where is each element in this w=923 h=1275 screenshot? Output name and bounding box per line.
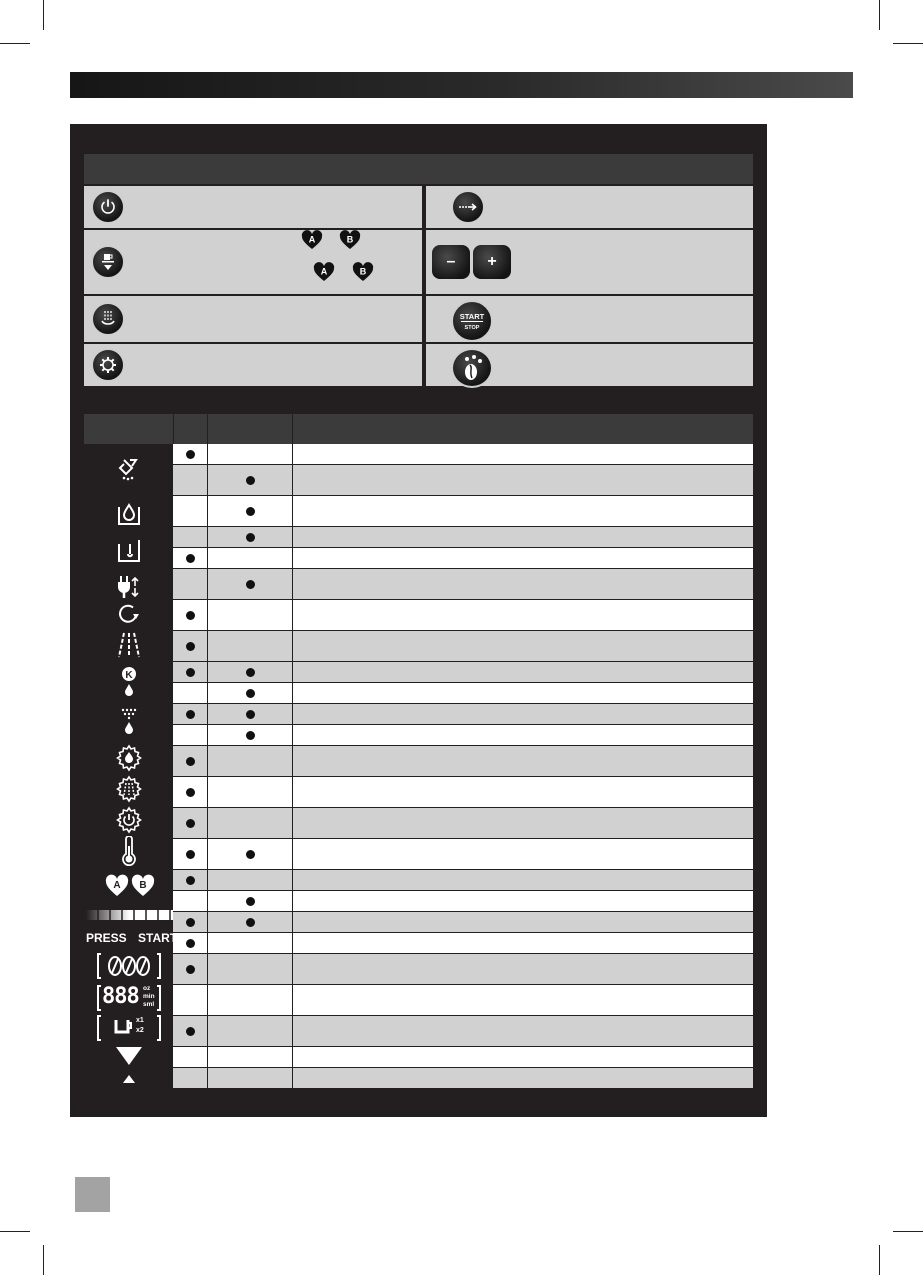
description-cell [293,985,753,1015]
heart-a-label: A [320,266,328,277]
settings-gear-icon [99,356,117,374]
description-cell [293,496,753,526]
press-label: PRESS [86,931,127,945]
table-row [173,933,753,954]
description-cell [293,777,753,807]
my-coffee-icon [100,252,116,272]
lit-dot [186,450,195,459]
flashing-cell [208,912,293,932]
coffee-bean-icon [457,353,487,383]
lit-cell [173,631,208,661]
crop-mark [0,43,30,44]
lit-cell [173,527,208,547]
description-cell [293,870,753,890]
lit-dot [186,710,195,719]
flashing-cell [208,496,293,526]
lit-cell [173,465,208,495]
lit-cell [173,891,208,911]
water-tank-empty-icon [116,499,142,527]
flashing-cell [208,444,293,464]
heart-b-icon [352,262,374,282]
flashing-dot [246,850,255,859]
flashing-dot [246,580,255,589]
description-cell [293,933,753,953]
crop-mark [43,0,44,30]
lit-cell [173,912,208,932]
description-cell [293,444,753,464]
settings-button[interactable] [91,348,125,382]
bean-strength-icon [96,952,162,980]
heart-a-label: A [113,880,121,891]
crop-mark [879,1245,880,1275]
description-cell [293,954,753,984]
description-cell [293,839,753,869]
cup-x2-label: x2 [136,1027,144,1034]
minus-label: – [446,253,456,270]
cup-x1x2-icon [96,1014,162,1042]
control-legend-header [84,154,753,184]
crop-mark [0,1231,30,1232]
lit-cell [173,839,208,869]
flashing-cell [208,465,293,495]
flashing-dot [246,897,255,906]
table-row [173,777,753,808]
unit-min-label: min [143,993,155,1000]
lit-dot [186,1027,195,1036]
crop-mark [893,1231,923,1232]
table-row [173,600,753,631]
flashing-dot [246,731,255,740]
table-row [173,891,753,912]
table-row [173,496,753,527]
flashing-dot [246,507,255,516]
lit-dot [186,642,195,651]
drip-tray-icon [116,456,142,482]
flashing-cell [208,569,293,599]
flashing-cell [208,1016,293,1046]
lit-cell [173,548,208,568]
table-row [173,912,753,933]
table-row [173,662,753,683]
description-cell [293,746,753,776]
lit-dot [186,611,195,620]
flashing-dot [246,533,255,542]
description-cell [293,1016,753,1046]
table-row [173,1047,753,1068]
description-cell [293,891,753,911]
press-start-icon [86,931,176,945]
description-cell [293,1068,753,1088]
table-row [173,444,753,465]
description-cell [293,704,753,724]
description-cell [293,725,753,745]
table-row [173,725,753,746]
description-cell [293,662,753,682]
legend-cell-settings [84,344,422,386]
flashing-dot [246,918,255,927]
power-button[interactable] [91,190,125,224]
table-header-description [293,414,753,444]
lit-dot [186,788,195,797]
plus-button[interactable] [473,245,511,279]
page-number-box [75,1177,110,1212]
description-cell [293,912,753,932]
lit-cell [173,496,208,526]
flashing-cell [208,808,293,838]
table-row [173,985,753,1016]
description-cell [293,527,753,547]
filter-drop-icon [116,707,142,737]
stop-label: STOP [464,325,480,331]
digits-unit-icon [96,984,162,1012]
flashing-cell [208,985,293,1015]
flashing-cell [208,704,293,724]
description-cell [293,631,753,661]
description-cell [293,1047,753,1067]
table-row [173,808,753,839]
lit-dot [186,819,195,828]
heart-b-label: B [139,880,147,891]
table-row [173,569,753,600]
lit-cell [173,662,208,682]
steam-nozzle-icon [116,631,142,659]
table-row [173,527,753,548]
power-icon [99,198,117,216]
lit-dot [186,876,195,885]
legend-cell-power [84,186,422,228]
unit-oz-label: oz [143,985,151,992]
table-row [173,870,753,891]
flashing-cell [208,891,293,911]
lit-cell [173,1047,208,1067]
heart-b-icon [339,230,361,250]
flashing-cell [208,777,293,807]
lit-cell [173,683,208,703]
description-cell [293,548,753,568]
table-header-lit [174,414,207,444]
lit-cell [173,725,208,745]
lit-dot [186,918,195,927]
lit-cell [173,808,208,838]
lit-cell [173,444,208,464]
lit-dot [186,554,195,563]
lit-cell [173,600,208,630]
flashing-cell [208,683,293,703]
lit-dot [186,939,195,948]
digits-readout: 888 [102,984,139,1009]
lit-cell [173,1068,208,1088]
lit-dot [186,668,195,677]
description-cell [293,683,753,703]
table-row [173,746,753,777]
heart-b-label: B [359,266,367,277]
table-header-flashing [208,414,292,444]
cup-x1-label: x1 [136,1017,144,1024]
thermometer-icon [118,836,140,866]
flashing-cell [208,725,293,745]
table-row [173,839,753,870]
heart-a-label: A [308,234,316,245]
start-label: START [459,312,485,321]
crop-mark [893,43,923,44]
gear-power-icon [115,806,143,834]
start-display-label: START [138,931,178,945]
flashing-cell [208,527,293,547]
crop-mark [43,1245,44,1275]
flashing-cell [208,631,293,661]
heart-a-icon [313,262,335,282]
table-row [173,631,753,662]
description-cell [293,569,753,599]
table-header-icon [84,414,173,444]
description-cell [293,600,753,630]
triangle-down-icon [115,1046,143,1066]
lit-cell [173,954,208,984]
table-row [173,465,753,496]
table-row [173,683,753,704]
crop-mark [879,0,880,30]
flashing-cell [208,548,293,568]
unit-sml-label: sml [143,1001,155,1008]
coffee-bean-button[interactable] [451,348,493,388]
heart-b-label: B [346,234,354,245]
flashing-dot [246,668,255,677]
lit-dot [186,757,195,766]
lit-cell [173,933,208,953]
my-coffee-button[interactable] [91,245,125,279]
flashing-dot [246,710,255,719]
start-stop-button[interactable] [451,300,493,342]
hearts-ab-icon [104,874,156,898]
rotate-arrow-icon [116,601,142,627]
rinse-arrow-icon [458,202,478,212]
lit-cell [173,985,208,1015]
section-header-bar [70,72,853,98]
table-row [173,548,753,569]
flashing-dot [246,476,255,485]
start-stop-icon [457,310,487,332]
lit-dot [186,965,195,974]
table-row [173,954,753,985]
flashing-cell [208,1047,293,1067]
gear-water-icon [115,744,143,772]
gear-steam-icon [115,775,143,803]
steam-button[interactable] [91,302,125,336]
lit-cell [173,870,208,890]
table-row [173,1068,753,1089]
flashing-cell [208,870,293,890]
lit-cell [173,777,208,807]
flashing-cell [208,746,293,776]
steam-icon [99,309,117,329]
lit-cell [173,1016,208,1046]
cup-frame-icon [96,1014,162,1042]
flashing-cell [208,839,293,869]
rinse-button[interactable] [451,190,485,224]
lit-cell [173,746,208,776]
flashing-cell [208,933,293,953]
flashing-cell [208,662,293,682]
lit-cell [173,704,208,724]
description-cell [293,465,753,495]
triangle-up-icon [122,1074,136,1084]
flashing-cell [208,1068,293,1088]
minus-button[interactable] [432,245,470,279]
lit-dot [186,850,195,859]
table-row [173,704,753,725]
descale-k-drop-icon [116,666,142,696]
lit-cell [173,569,208,599]
plus-label: + [487,253,497,270]
svg-text:K: K [125,670,133,681]
water-tank-missing-icon [116,536,142,564]
progress-bar-icon [86,910,173,920]
legend-cell-steam [84,296,422,342]
indicator-table [173,444,753,1089]
heart-a-icon [301,230,323,250]
flashing-cell [208,600,293,630]
flashing-cell [208,954,293,984]
plug-arrows-icon [116,572,142,600]
description-cell [293,808,753,838]
table-row [173,1016,753,1047]
flashing-dot [246,689,255,698]
